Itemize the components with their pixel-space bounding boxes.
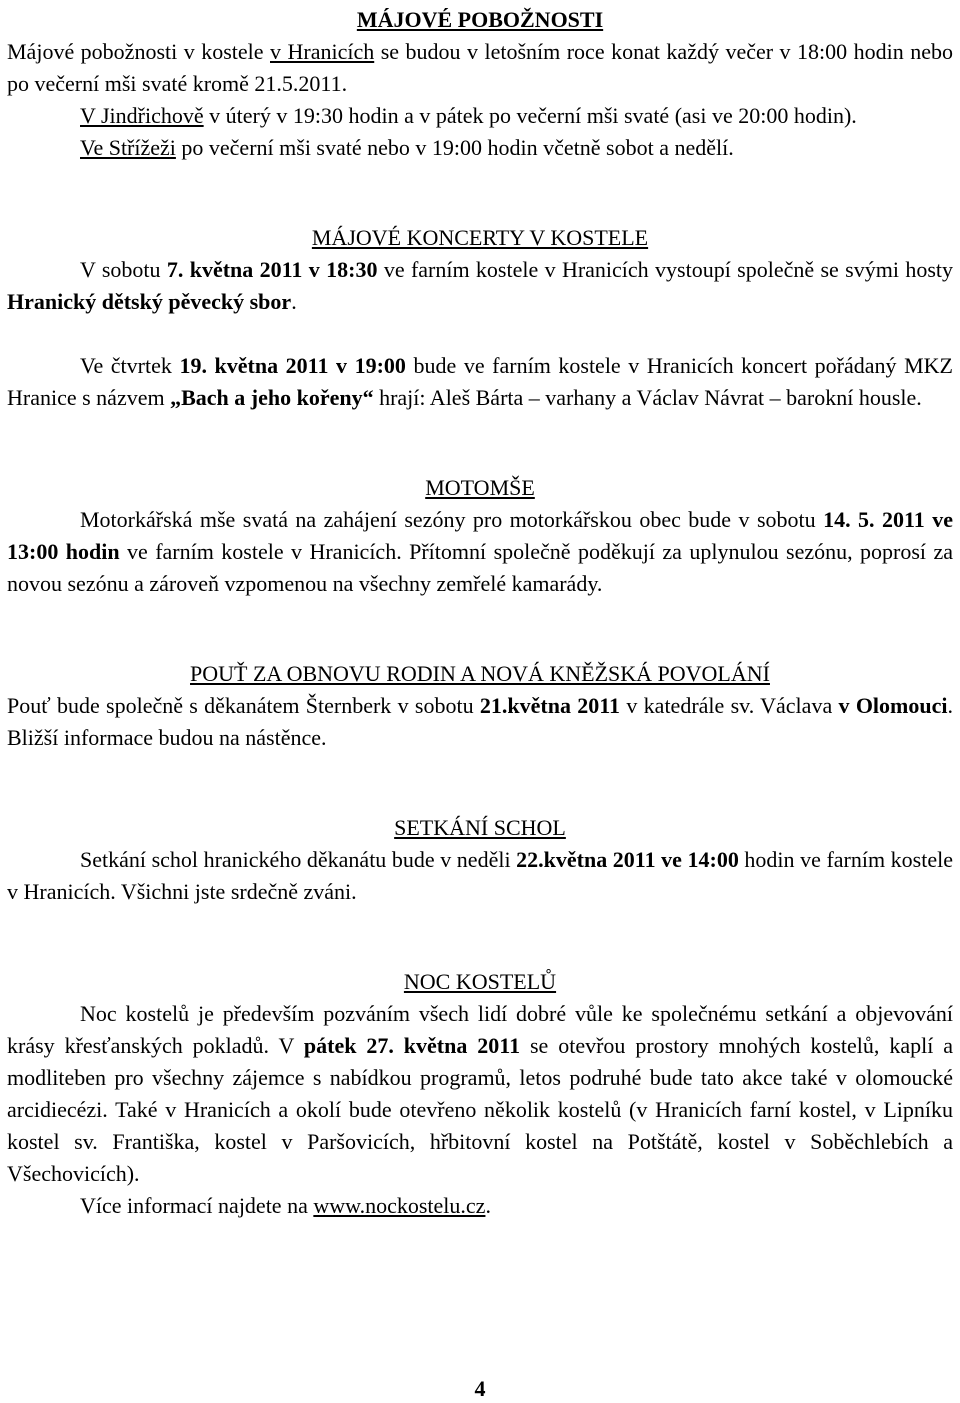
text: . <box>485 1193 491 1218</box>
spacer <box>7 414 953 472</box>
text: se budou v letošním roce konat každý večer v 18:00 hodin nebo po večerní mši svaté kromě 21.5.2011. <box>7 39 953 96</box>
paragraph <box>7 100 953 132</box>
spacer <box>7 318 953 350</box>
paragraph <box>7 998 953 1190</box>
text: . Bližší informace budou na nástěnce. <box>7 693 953 750</box>
paragraph <box>7 350 953 414</box>
date: pátek 27. května 2011 <box>303 1033 521 1058</box>
date: 21.května 2011 <box>479 693 621 718</box>
text: V sobotu <box>80 257 167 282</box>
paragraph <box>7 36 953 100</box>
section-motomse <box>7 472 953 600</box>
text: hodin ve farním kostele v Hranicích. Všichni jste srdečně zváni. <box>7 847 953 904</box>
text: po večerní mši svaté nebo v 19:00 hodin včetně sobot a nedělí. <box>175 135 734 160</box>
spacer <box>7 754 953 812</box>
text: . <box>291 289 297 314</box>
spacer <box>7 600 953 658</box>
text: Setkání schol hranického děkanátu bude v neděli <box>80 847 517 872</box>
text: ve farním kostele v Hranicích vystoupí společně se svými hosty <box>377 257 953 282</box>
date-time: 19. května 2011 v 19:00 <box>179 353 406 378</box>
text: bude ve farním kostele v Hranicích koncert pořádaný MKZ Hranice s názvem <box>7 353 953 410</box>
place-name: Ve Střížeži <box>80 135 176 160</box>
place-name: v Olomouci <box>838 693 948 718</box>
section-pout <box>7 658 953 754</box>
paragraph <box>7 690 953 754</box>
section-title: SETKÁNÍ SCHOL <box>394 815 566 840</box>
section-noc-kostelu <box>7 966 953 1222</box>
text: se otevřou prostory mnohých kostelů, kaplí a modliteben pro všechny zájemce s nabídkou programů, letos podruhé bude tato akce také v olomoucké arcidiecézi. Také v Hranicích a okolí bude otevřeno několik kostelů (v Hranicích farní kostel, v Lipníku kostel sv. Františka, kostel v Paršovicích, hřbitovní kostel na Potštátě, kostel v Soběchlebích a Všechovicích). <box>7 1033 953 1186</box>
date-time: 22.května 2011 ve 14:00 <box>516 847 739 872</box>
section-majove-koncerty <box>7 222 953 414</box>
date-time: 14. 5. 2011 ve 13:00 hodin <box>7 507 953 564</box>
text: hrají: Aleš Bárta – varhany a Václav Návrat – barokní housle. <box>373 385 922 410</box>
text: Pouť bude společně s děkanátem Šternberk v sobotu <box>7 693 480 718</box>
paragraph <box>7 1190 953 1222</box>
date-time: 7. května 2011 v 18:30 <box>166 257 378 282</box>
text: v úterý v 19:30 hodin a v pátek po večerní mši svaté (asi ve 20:00 hodin). <box>203 103 857 128</box>
concert-name: „Bach a jeho kořeny“ <box>170 385 374 410</box>
text: v katedrále sv. Václava <box>620 693 839 718</box>
spacer <box>7 908 953 966</box>
page-number: 4 <box>474 1376 486 1401</box>
section-title: NOC KOSTELŮ <box>403 969 557 994</box>
place-name: v Hranicích <box>270 39 375 64</box>
text: ve farním kostele v Hranicích. Přítomní společně poděkují za uplynulou sezónu, poprosí za novou sezónu a zároveň vzpomenou na všechny zemřelé kamarády. <box>7 539 953 596</box>
paragraph <box>7 844 953 908</box>
section-majove-poboznosti <box>7 4 953 164</box>
performer-name: Hranický dětský pěvecký sbor <box>7 289 292 314</box>
website-link[interactable]: www.nockostelu.cz <box>313 1193 486 1218</box>
section-setkani-schol <box>7 812 953 908</box>
text: Více informací najdete na <box>80 1193 314 1218</box>
section-title: POUŤ ZA OBNOVU RODIN A NOVÁ KNĚŽSKÁ POVOLÁNÍ <box>190 661 770 686</box>
paragraph <box>7 504 953 600</box>
section-title: MOTOMŠE <box>425 475 535 500</box>
paragraph <box>7 254 953 318</box>
place-name: V Jindřichově <box>80 103 204 128</box>
section-title: MÁJOVÉ KONCERTY V KOSTELE <box>311 225 649 250</box>
text: Motorkářská mše svatá na zahájení sezóny pro motorkářskou obec bude v sobotu <box>80 507 824 532</box>
text: Ve čtvrtek <box>80 353 180 378</box>
text: Noc kostelů je především pozváním všech lidí dobré vůle ke společnému setkání a objevování krásy křesťanských pokladů. V <box>7 1001 953 1058</box>
section-title: MÁJOVÉ POBOŽNOSTI <box>356 7 604 32</box>
text: Májové pobožnosti v kostele <box>7 39 270 64</box>
paragraph <box>7 132 953 164</box>
spacer <box>7 164 953 222</box>
